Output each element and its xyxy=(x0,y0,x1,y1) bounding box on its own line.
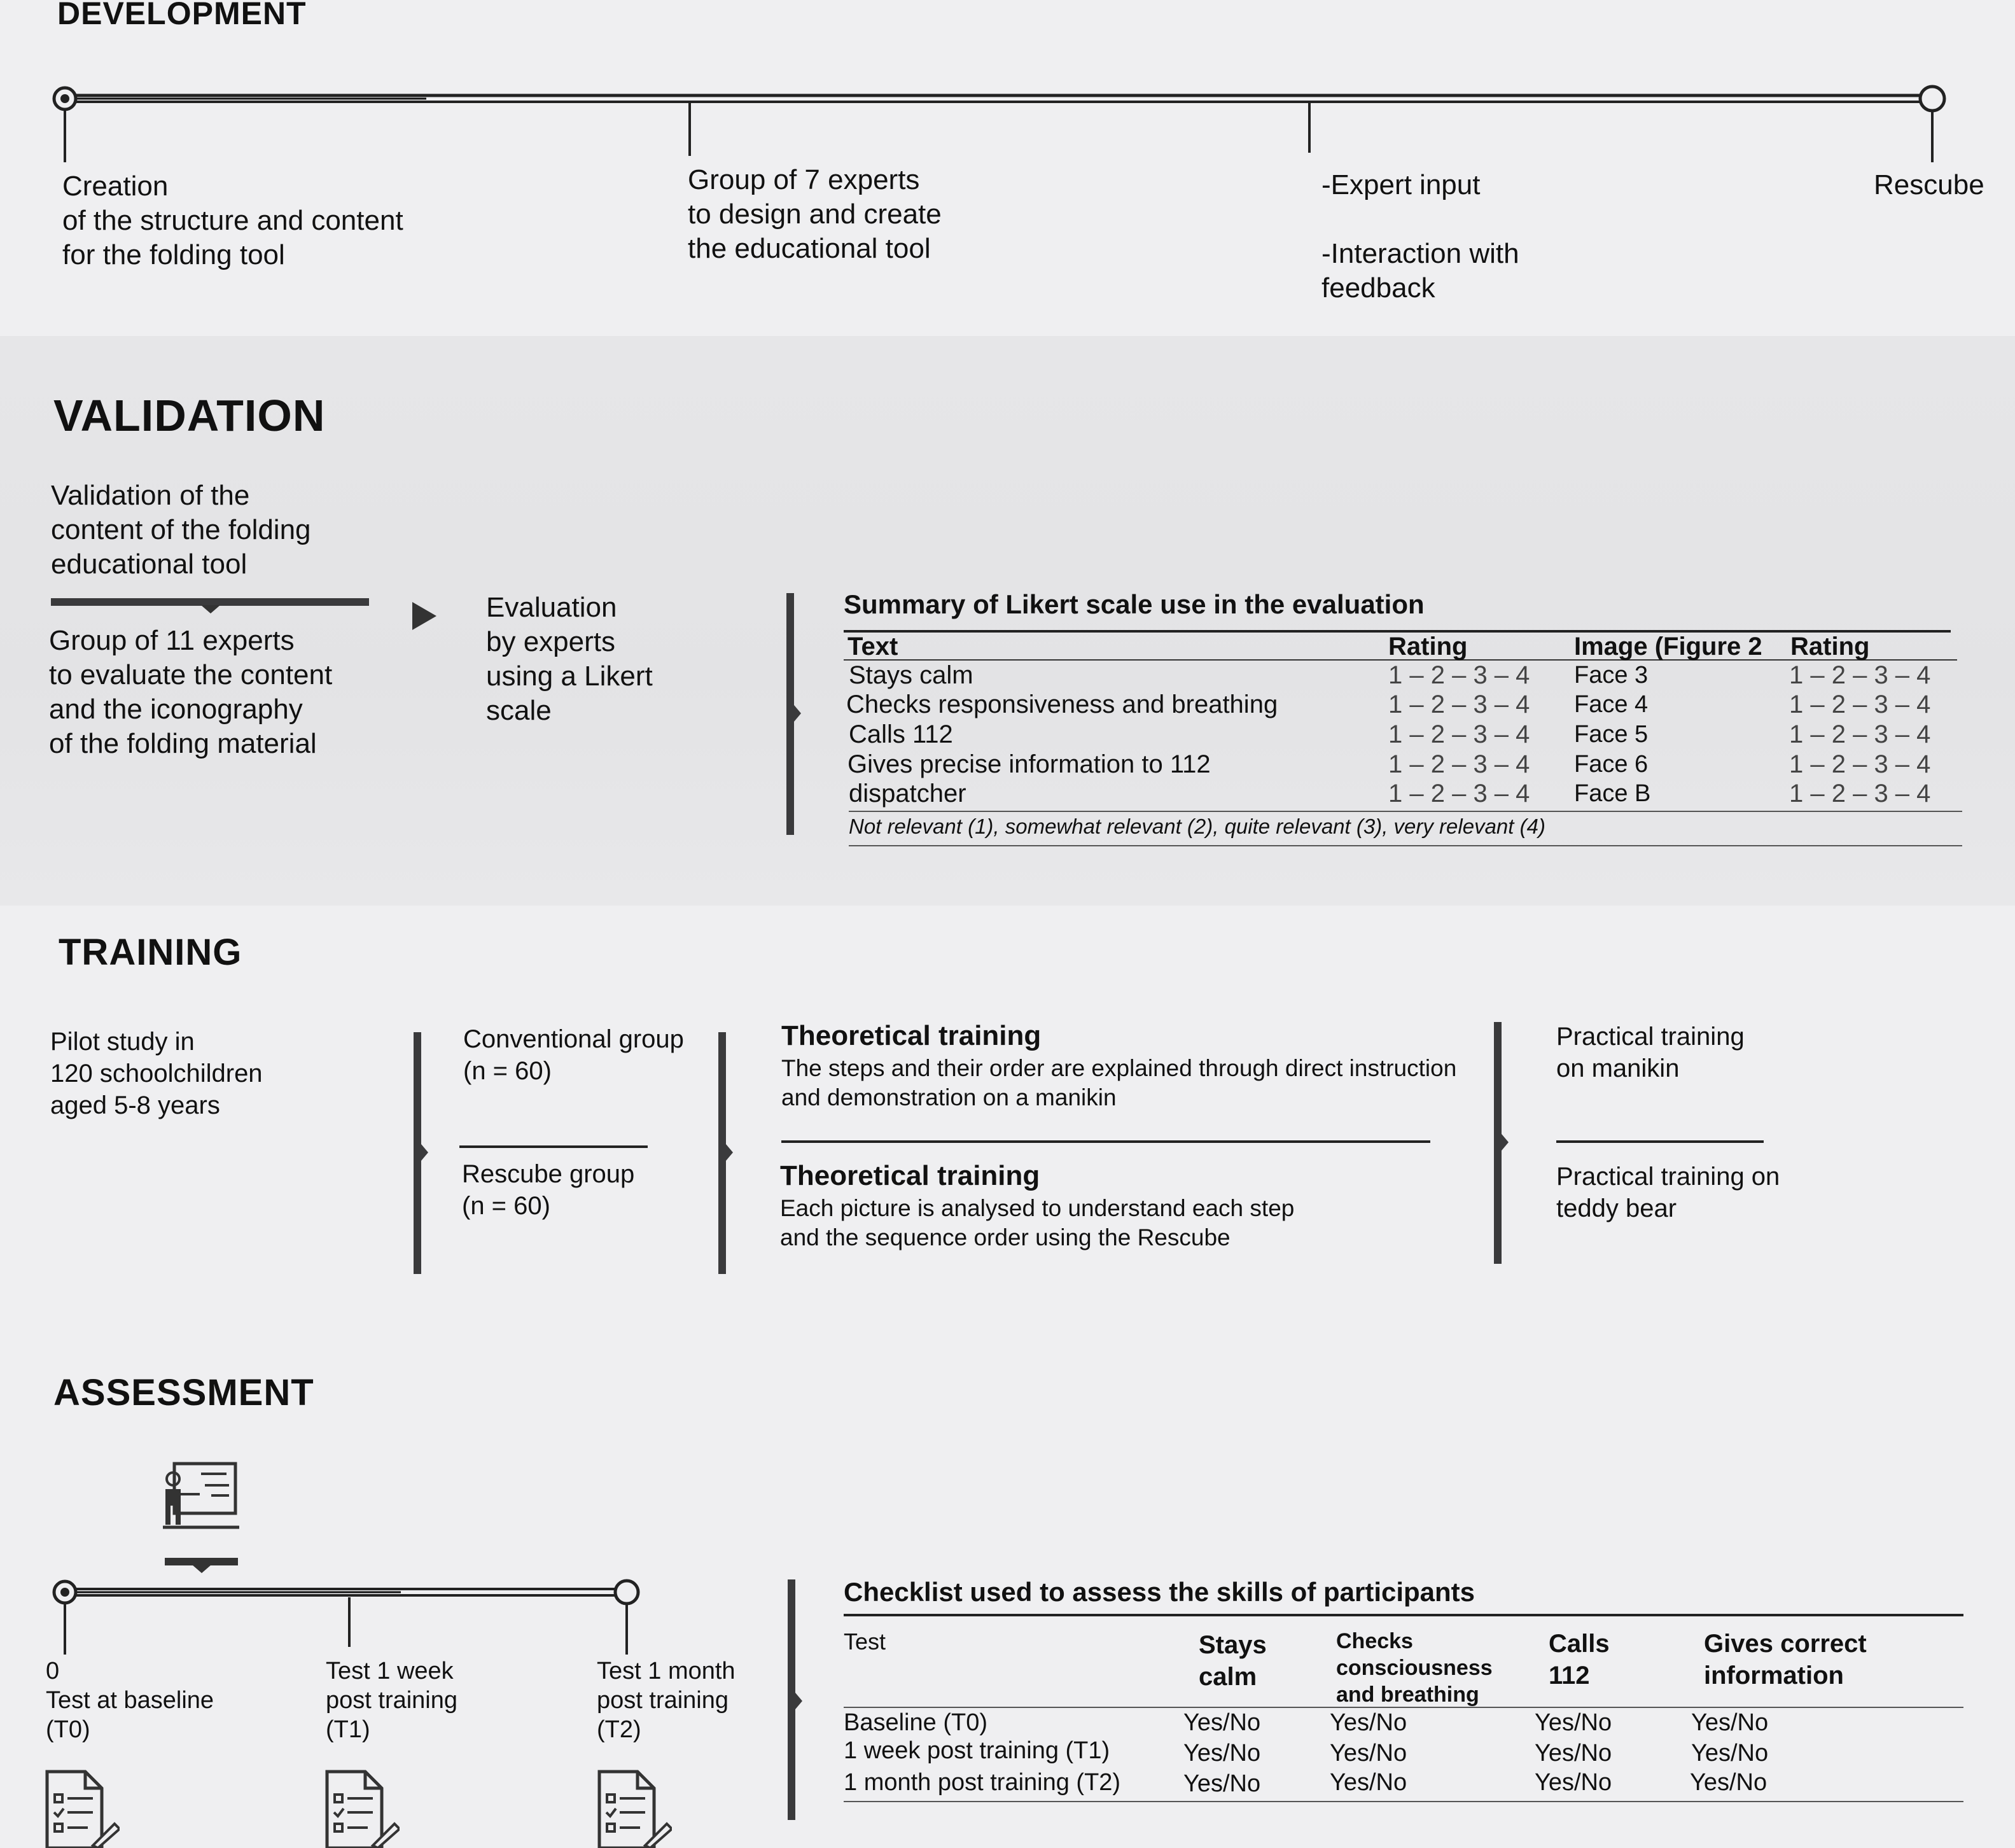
training-bracket-3-pointer xyxy=(1502,1134,1509,1151)
assessment-timeline xyxy=(0,1572,700,1667)
likert-table: Summary of Likert scale use in the evaluation Text Rating Image (Figure 2 Rating Stays calm 1 – 2 – 3 – 4 Face 3 1 – 2 – 3 – 4 Checks responsiveness and breathing 1 – 2 – 3 – 4 Face 4 1 – 2 – 3 – 4 Calls 112 1 – 2 – 3 – 4 Face 5 1 – 2 – 3 – 4 Gives precise information to 112 1 – 2 – 3 – 4 Face 6 1 – 2 – 3 – 4 dispatcher 1 – 2 – 3 – 4 Face B 1 – 2 – 3 – 4 Not relevant (1), somewhat relevant (2), quite relevant (3), very relevant (4) xyxy=(844,588,1957,846)
theoretical-training-conventional: Theoretical training The steps and their order are explained through direct instruction and demonstration on a manikin xyxy=(781,1020,1457,1110)
likert-bracket-pointer xyxy=(794,705,801,722)
timepoint-t2: Test 1 month post training (T2) xyxy=(597,1658,736,1743)
validation-divider-pointer xyxy=(201,605,220,613)
training-bracket-1-pointer xyxy=(421,1144,428,1161)
dev-milestone-4: Rescube xyxy=(1874,169,1984,200)
checklist-bracket-pointer xyxy=(795,1693,802,1709)
assessment-heading: ASSESSMENT xyxy=(53,1372,314,1413)
assessment-end-node xyxy=(615,1581,638,1604)
development-section xyxy=(0,0,2015,336)
development-heading: DEVELOPMENT xyxy=(57,0,307,31)
validation-box-top: Validation of the content of the folding educational tool xyxy=(51,480,311,580)
development-timeline xyxy=(0,70,2015,165)
likert-table-header: Text Rating Image (Figure 2 Rating xyxy=(847,633,1870,661)
timeline-end-node xyxy=(1920,87,1944,111)
theoretical-training-rescube: Theoretical training Each picture is analysed to understand each step and the sequence order using the Rescube xyxy=(780,1160,1295,1250)
training-section xyxy=(0,906,2015,1351)
dev-milestone-3: -Expert input -Interaction with feedback xyxy=(1321,169,1519,304)
likert-table-title: Summary of Likert scale use in the evaluation xyxy=(844,589,1425,619)
group-divider xyxy=(459,1145,648,1148)
checklist-title: Checklist used to assess the skills of participants xyxy=(844,1577,1475,1607)
checklist-table: Checklist used to assess the skills of participants Test Stays calm Checks consciousness and breathing Calls 112 Gives correct information Baseline (T0) Yes/No Yes/No Yes/No Yes/No 1 week post training (T1) Yes/No Yes/No Yes/No Yes/No 1 month post training (T2) Yes/No Yes/No Yes/No Yes/No xyxy=(844,1576,1963,1802)
validation-box-bottom: Group of 11 experts to evaluate the content and the iconography of the folding material xyxy=(49,625,333,759)
arrow-right-icon xyxy=(412,602,436,630)
likert-footnote: Not relevant (1), somewhat relevant (2), quite relevant (3), very relevant (4) xyxy=(849,815,1545,838)
checklist-bracket xyxy=(788,1579,795,1820)
dev-milestone-1: Creation of the structure and content for the folding tool xyxy=(62,171,403,270)
evaluation-step: Evaluation by experts using a Likert scale xyxy=(486,592,653,726)
training-bracket-2 xyxy=(718,1032,726,1274)
presentation-icon xyxy=(160,1461,243,1544)
theory-divider xyxy=(781,1140,1430,1143)
checklist-document-icon xyxy=(596,1769,672,1848)
practical-training-manikin: Practical training on manikin xyxy=(1556,1023,1745,1082)
training-bracket-3 xyxy=(1494,1022,1502,1264)
conventional-group: Conventional group (n = 60) xyxy=(463,1025,684,1085)
practical-divider xyxy=(1556,1140,1764,1143)
training-bracket-2-pointer xyxy=(726,1144,733,1161)
timepoint-t0: 0 Test at baseline (T0) xyxy=(46,1658,214,1743)
validation-heading: VALIDATION xyxy=(53,391,326,440)
checklist-header: Test Stays calm Checks consciousness and breathing Calls 112 Gives correct information xyxy=(844,1628,1867,1707)
dev-milestone-2: Group of 7 experts to design and create the educational tool xyxy=(688,164,942,264)
training-heading: TRAINING xyxy=(59,932,242,973)
training-bracket-1 xyxy=(414,1032,421,1274)
rescube-group: Rescube group (n = 60) xyxy=(462,1160,635,1220)
pilot-study: Pilot study in 120 schoolchildren aged 5-8 years xyxy=(50,1028,263,1119)
practical-training-teddy: Practical training on teddy bear xyxy=(1556,1163,1780,1222)
likert-bracket xyxy=(786,593,794,835)
checklist-document-icon xyxy=(43,1769,120,1848)
checklist-document-icon xyxy=(323,1769,400,1848)
timepoint-t1: Test 1 week post training (T1) xyxy=(326,1658,458,1743)
